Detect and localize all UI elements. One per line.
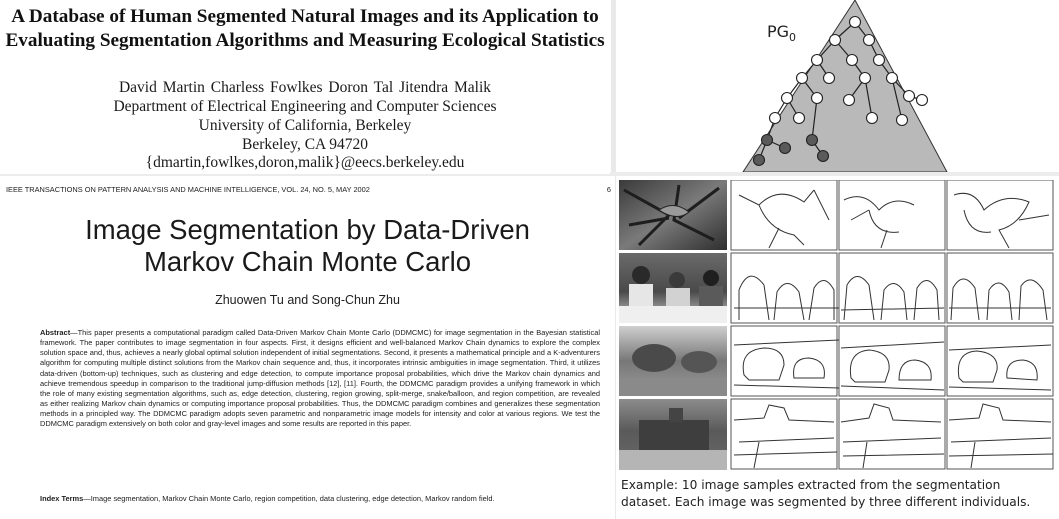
abstract-label: Abstract — [40, 328, 71, 337]
paper1-department: Department of Electrical Engineering and Computer Sciences — [113, 98, 497, 115]
segmentation-frame-elephants-3 — [947, 326, 1053, 396]
segmentation-frame-people-1 — [731, 253, 837, 323]
pg-label-sub: 0 — [789, 31, 797, 45]
segmentation-frame-elephants-2 — [839, 326, 945, 396]
samples-grid-svg — [619, 180, 1057, 470]
abstract-text: —This paper presents a computational paradigm called Data-Driven Markov Chain Monte Carlo (DDMCMC) for image segmentation in the Bayesian statistical framework. The paper contributes to image segmentation in four aspects. First, it designs efficient and well-balanced Markov Chain dynamics to explore the complex solution space and, thus, achieves a nearly global optimal solution independent of initial segmentations. Second, it presents a mathematical principle and a K-adventurers algorithm for computing multiple distinct solutions from the Markov chain sequence and, thus, it incorporates intrinsic ambiguities in image segmentation. Third, it utilizes data-driven (bottom-up) techniques, such as clustering and edge detection, to compute importance proposal probabilities, which drive the Markov chain dynamics and achieve tremendous speedup in comparison to the traditional jump-diffusion methods [12], [11]. Fourth, the DDMCMC paradigm provides a unifying framework in which the role of many existing segmentation algorithms, such as, edge detection, clustering, region growing, split-merge, snake/balloon, and region competition, are revealed as either realizing Markov chain dynamics or computing importance proposal probabilities. Thus, the DDMCMC paradigm combines and generalizes these segmentation methods in a principled way. The DDMCMC paradigm adopts seven parametric and nonparametric image models for intensity and color at various regions. We test the DDMCMC paradigm extensively on both color and gray-level images and some results are reported in this paper. — [40, 328, 600, 429]
photo-person2-head — [669, 272, 685, 288]
tree-node — [847, 55, 858, 66]
tree-diagram — [617, 0, 1059, 172]
paper1-university: University of California, Berkeley — [198, 117, 412, 134]
page-number: 6 — [606, 185, 611, 194]
tree-node — [812, 55, 823, 66]
photo-building-tower — [669, 408, 683, 422]
segmentation-frame-people-2 — [839, 253, 945, 323]
segmentation-frames — [731, 180, 1053, 469]
photo-building-block — [639, 420, 709, 450]
tree-node-filled — [807, 135, 818, 146]
index-terms — [40, 494, 600, 505]
tree-node — [824, 73, 835, 84]
caption-line2: dataset. Each image was segmented by three different individuals. — [621, 495, 1031, 509]
tree-node — [770, 113, 781, 124]
paper2-title — [0, 214, 615, 278]
tree-node — [794, 113, 805, 124]
pg-label-base: PG — [767, 22, 790, 41]
paper2-title-line2: Markov Chain Monte Carlo — [143, 246, 472, 277]
segmentation-frame-building-1 — [731, 399, 837, 469]
tree-node — [917, 95, 928, 106]
paper2-authors: Zhuowen Tu and Song-Chun Zhu — [215, 293, 400, 307]
tree-node — [850, 17, 861, 28]
tree-node — [797, 73, 808, 84]
tree-node — [897, 115, 908, 126]
index-terms-label: Index Terms — [40, 494, 84, 503]
photo-ground — [619, 378, 727, 396]
tree-node-filled — [762, 135, 773, 146]
tree-node — [830, 35, 841, 46]
paper1-title-line1: A Database of Human Segmented Natural Images and its Application to — [11, 6, 599, 27]
photo-person1-head — [632, 266, 650, 284]
photo-person3-body — [699, 286, 723, 306]
segmentation-samples-panel — [617, 176, 1059, 519]
ieee-paper-panel — [0, 176, 615, 519]
photo-elephant2 — [681, 351, 717, 373]
paper1-location: Berkeley, CA 94720 — [242, 136, 368, 153]
journal-header: IEEE TRANSACTIONS ON PATTERN ANALYSIS AND MACHINE INTELLIGENCE, VOL. 24, NO. 5, MAY 2002 — [6, 185, 370, 194]
segmentation-frame-butterfly-1 — [731, 180, 837, 250]
photo-person1-body — [629, 284, 653, 306]
samples-caption — [621, 477, 1059, 511]
tree-diagram-panel — [617, 0, 1059, 172]
segmentation-frame-butterfly-2 — [839, 180, 945, 250]
tree-node — [860, 73, 871, 84]
photo-person2-body — [666, 288, 690, 306]
tree-node-filled — [818, 151, 829, 162]
tree-node — [782, 93, 793, 104]
paper2-title-line1: Image Segmentation by Data-Driven — [85, 214, 530, 245]
photo-elephant1 — [632, 344, 676, 372]
photo-person3-head — [703, 270, 719, 286]
paper1-emails: {dmartin,fowlkes,doron,malik}@eecs.berkeley.edu — [145, 154, 465, 171]
caption-line1: Example: 10 image samples extracted from the segmentation — [621, 478, 1001, 492]
photo-foreground — [619, 450, 727, 470]
tree-node — [844, 95, 855, 106]
segmentation-frame-butterfly-3 — [947, 180, 1053, 250]
tree-node-filled — [754, 155, 765, 166]
tree-node — [887, 73, 898, 84]
tree-node — [904, 91, 915, 102]
tree-node — [812, 93, 823, 104]
segmentation-frame-people-3 — [947, 253, 1053, 323]
tree-node — [864, 35, 875, 46]
abstract — [40, 328, 600, 430]
photo-table — [619, 306, 727, 323]
segmentation-frame-building-2 — [839, 399, 945, 469]
paper1-title-line2: Evaluating Segmentation Algorithms and Measuring Ecological Statistics — [5, 30, 605, 51]
index-terms-text: —Image segmentation, Markov Chain Monte Carlo, region competition, data clustering, edge detection, Markov random field. — [83, 494, 495, 503]
tree-node — [874, 55, 885, 66]
tree-node — [867, 113, 878, 124]
photo-column — [619, 180, 727, 470]
berkeley-paper-panel — [0, 0, 610, 174]
paper1-title — [0, 5, 610, 53]
pg0-label — [767, 22, 796, 44]
samples-grid — [619, 180, 1057, 470]
tree-node-filled — [780, 143, 791, 154]
paper1-authors: David Martin Charless Fowlkes Doron Tal Jitendra Malik — [118, 79, 492, 96]
